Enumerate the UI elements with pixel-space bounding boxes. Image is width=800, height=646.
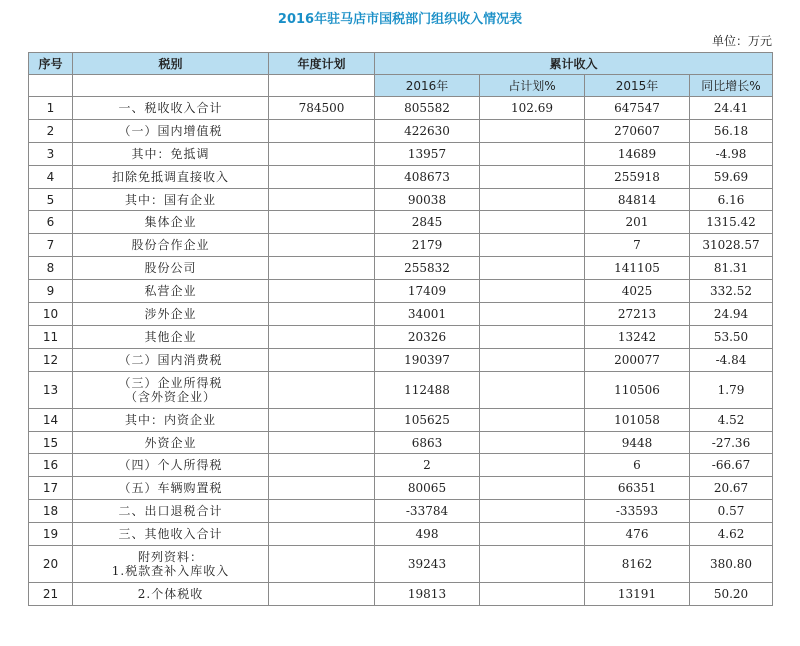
row-annual-plan [269, 408, 375, 431]
row-tax-type [73, 348, 269, 371]
row-plan-pct [480, 257, 585, 280]
header-blank [73, 75, 269, 97]
row-plan-pct [480, 211, 585, 234]
row-tax-type [73, 500, 269, 523]
row-annual-plan [269, 280, 375, 303]
row-2015: 270607 [585, 119, 690, 142]
row-index: 21 [29, 583, 73, 606]
row-tax-type [73, 97, 269, 120]
row-2015: 13191 [585, 583, 690, 606]
row-2016: 408673 [375, 165, 480, 188]
row-yoy: 81.31 [690, 257, 773, 280]
header-plan-pct: 占计划% [480, 75, 585, 97]
tax-revenue-table [28, 52, 773, 606]
row-yoy: 59.69 [690, 165, 773, 188]
row-yoy: -27.36 [690, 431, 773, 454]
row-index: 2 [29, 119, 73, 142]
row-index: 7 [29, 234, 73, 257]
row-yoy: -4.84 [690, 348, 773, 371]
tax-type-line: 一、税收收入合计 [118, 100, 223, 115]
table-row [29, 97, 773, 120]
header-cumulative: 累计收入 [375, 53, 773, 75]
row-2016: 80065 [375, 477, 480, 500]
row-plan-pct [480, 546, 585, 583]
row-2015: 101058 [585, 408, 690, 431]
table-row [29, 234, 773, 257]
row-plan-pct [480, 523, 585, 546]
row-index: 19 [29, 523, 73, 546]
row-tax-type [73, 371, 269, 408]
table-row [29, 257, 773, 280]
row-index: 3 [29, 142, 73, 165]
row-2015: 200077 [585, 348, 690, 371]
row-tax-type [73, 477, 269, 500]
tax-type-line: 外资企业 [144, 435, 197, 450]
tax-type-line: （三）企业所得税 [118, 375, 223, 390]
row-index: 1 [29, 97, 73, 120]
row-2016: -33784 [375, 500, 480, 523]
row-annual-plan [269, 211, 375, 234]
row-index: 14 [29, 408, 73, 431]
row-tax-type [73, 583, 269, 606]
tax-type-line: 涉外企业 [144, 306, 197, 321]
row-annual-plan [269, 165, 375, 188]
row-annual-plan [269, 371, 375, 408]
row-2015: 476 [585, 523, 690, 546]
row-plan-pct [480, 119, 585, 142]
row-plan-pct [480, 477, 585, 500]
row-2016: 34001 [375, 303, 480, 326]
row-plan-pct [480, 280, 585, 303]
row-yoy: 380.80 [690, 546, 773, 583]
row-annual-plan [269, 234, 375, 257]
row-tax-type [73, 142, 269, 165]
row-plan-pct [480, 454, 585, 477]
row-yoy: 6.16 [690, 188, 773, 211]
header-annual-plan: 年度计划 [269, 53, 375, 75]
row-2016: 13957 [375, 142, 480, 165]
row-yoy: 31028.57 [690, 234, 773, 257]
row-2015: 647547 [585, 97, 690, 120]
row-2016: 2845 [375, 211, 480, 234]
row-annual-plan [269, 583, 375, 606]
row-tax-type [73, 408, 269, 431]
row-index: 18 [29, 500, 73, 523]
row-index: 20 [29, 546, 73, 583]
row-yoy: 56.18 [690, 119, 773, 142]
tax-type-line: 其他企业 [144, 329, 197, 344]
tax-type-line: 股份公司 [144, 261, 197, 276]
table-row [29, 325, 773, 348]
tax-type-line: 集体企业 [144, 215, 197, 230]
row-2016: 805582 [375, 97, 480, 120]
table-row [29, 583, 773, 606]
header-2015: 2015年 [585, 75, 690, 97]
row-2016: 112488 [375, 371, 480, 408]
tax-type-line: （五）车辆购置税 [118, 481, 223, 496]
row-2015: 9448 [585, 431, 690, 454]
row-2015: 201 [585, 211, 690, 234]
row-index: 4 [29, 165, 73, 188]
row-yoy: -4.98 [690, 142, 773, 165]
row-2015: 7 [585, 234, 690, 257]
row-plan-pct [480, 303, 585, 326]
row-index: 9 [29, 280, 73, 303]
row-annual-plan [269, 431, 375, 454]
row-2015: 110506 [585, 371, 690, 408]
row-tax-type [73, 454, 269, 477]
row-plan-pct [480, 583, 585, 606]
tax-type-line: 附列资料： [137, 550, 203, 565]
tax-type-line: （一）国内增值税 [118, 123, 223, 138]
row-index: 8 [29, 257, 73, 280]
row-plan-pct [480, 234, 585, 257]
row-plan-pct [480, 142, 585, 165]
row-2016: 90038 [375, 188, 480, 211]
header-tax-type: 税别 [73, 53, 269, 75]
row-2016: 255832 [375, 257, 480, 280]
row-yoy: 332.52 [690, 280, 773, 303]
row-index: 16 [29, 454, 73, 477]
row-2016: 19813 [375, 583, 480, 606]
row-2016: 422630 [375, 119, 480, 142]
row-yoy: 50.20 [690, 583, 773, 606]
row-tax-type [73, 325, 269, 348]
table-row [29, 371, 773, 408]
row-index: 12 [29, 348, 73, 371]
header-2016: 2016年 [375, 75, 480, 97]
row-tax-type [73, 546, 269, 583]
row-2016: 20326 [375, 325, 480, 348]
table-row [29, 303, 773, 326]
row-plan-pct [480, 165, 585, 188]
header-index: 序号 [29, 53, 73, 75]
table-row [29, 165, 773, 188]
row-plan-pct [480, 500, 585, 523]
table-row [29, 454, 773, 477]
row-2015: 13242 [585, 325, 690, 348]
row-index: 10 [29, 303, 73, 326]
row-yoy: 24.94 [690, 303, 773, 326]
row-yoy: 0.57 [690, 500, 773, 523]
table-row [29, 188, 773, 211]
row-tax-type [73, 165, 269, 188]
table-row [29, 500, 773, 523]
row-index: 15 [29, 431, 73, 454]
header-yoy: 同比增长% [690, 75, 773, 97]
row-annual-plan [269, 325, 375, 348]
table-row [29, 523, 773, 546]
row-annual-plan [269, 500, 375, 523]
tax-type-line: 其中：内资企业 [124, 412, 216, 427]
row-2015: 14689 [585, 142, 690, 165]
row-2015: 27213 [585, 303, 690, 326]
tax-type-line: 1.税款查补入库收入 [111, 564, 230, 579]
row-2015: 84814 [585, 188, 690, 211]
tax-type-line: 二、出口退税合计 [118, 504, 223, 519]
row-2015: 255918 [585, 165, 690, 188]
row-plan-pct [480, 408, 585, 431]
row-plan-pct [480, 188, 585, 211]
tax-type-line: （含外资企业） [124, 389, 216, 404]
row-tax-type [73, 188, 269, 211]
row-yoy: 1.79 [690, 371, 773, 408]
row-tax-type [73, 431, 269, 454]
table-row [29, 211, 773, 234]
row-annual-plan [269, 546, 375, 583]
row-index: 13 [29, 371, 73, 408]
row-index: 11 [29, 325, 73, 348]
tax-type-line: 扣除免抵调直接收入 [111, 169, 229, 184]
row-plan-pct [480, 371, 585, 408]
row-plan-pct: 102.69 [480, 97, 585, 120]
table-row [29, 408, 773, 431]
table-row [29, 142, 773, 165]
row-yoy: 4.62 [690, 523, 773, 546]
table-row [29, 119, 773, 142]
row-plan-pct [480, 325, 585, 348]
row-2016: 190397 [375, 348, 480, 371]
row-2016: 6863 [375, 431, 480, 454]
row-annual-plan [269, 119, 375, 142]
row-tax-type [73, 523, 269, 546]
tax-type-line: 私营企业 [144, 284, 197, 299]
table-title: 2016年驻马店市国税部门组织收入情况表 [277, 12, 523, 27]
row-plan-pct [480, 348, 585, 371]
row-yoy: 4.52 [690, 408, 773, 431]
row-yoy: 53.50 [690, 325, 773, 348]
row-annual-plan [269, 303, 375, 326]
row-2016: 105625 [375, 408, 480, 431]
tax-type-line: 三、其他收入合计 [118, 527, 223, 542]
row-tax-type [73, 234, 269, 257]
row-2015: 6 [585, 454, 690, 477]
row-annual-plan [269, 454, 375, 477]
row-annual-plan [269, 142, 375, 165]
tax-type-line: 其中：国有企业 [124, 192, 216, 207]
row-2016: 39243 [375, 546, 480, 583]
row-tax-type [73, 303, 269, 326]
row-plan-pct [480, 431, 585, 454]
table-body [29, 97, 773, 606]
header-blank [269, 75, 375, 97]
row-annual-plan [269, 188, 375, 211]
unit-label: 单位：万元 [711, 34, 772, 48]
row-tax-type [73, 257, 269, 280]
row-tax-type [73, 211, 269, 234]
row-2015: 141105 [585, 257, 690, 280]
row-yoy: -66.67 [690, 454, 773, 477]
row-yoy: 24.41 [690, 97, 773, 120]
row-2015: 4025 [585, 280, 690, 303]
tax-type-line: （二）国内消费税 [118, 352, 223, 367]
row-annual-plan [269, 348, 375, 371]
tax-type-line: 2.个体税收 [137, 586, 204, 601]
table-row [29, 348, 773, 371]
row-annual-plan [269, 523, 375, 546]
header-blank [29, 75, 73, 97]
row-2015: 66351 [585, 477, 690, 500]
table-row [29, 477, 773, 500]
tax-type-line: 股份合作企业 [131, 238, 210, 253]
row-index: 5 [29, 188, 73, 211]
table-row [29, 546, 773, 583]
row-2015: -33593 [585, 500, 690, 523]
table-row [29, 280, 773, 303]
row-2016: 2 [375, 454, 480, 477]
row-2016: 2179 [375, 234, 480, 257]
row-annual-plan: 784500 [269, 97, 375, 120]
row-tax-type [73, 119, 269, 142]
row-annual-plan [269, 477, 375, 500]
row-2016: 498 [375, 523, 480, 546]
row-annual-plan [269, 257, 375, 280]
row-yoy: 1315.42 [690, 211, 773, 234]
row-index: 6 [29, 211, 73, 234]
row-2016: 17409 [375, 280, 480, 303]
row-index: 17 [29, 477, 73, 500]
row-yoy: 20.67 [690, 477, 773, 500]
row-2015: 8162 [585, 546, 690, 583]
tax-type-line: （四）个人所得税 [118, 458, 223, 473]
row-tax-type [73, 280, 269, 303]
tax-type-line: 其中：免抵调 [131, 146, 210, 161]
table-row [29, 431, 773, 454]
